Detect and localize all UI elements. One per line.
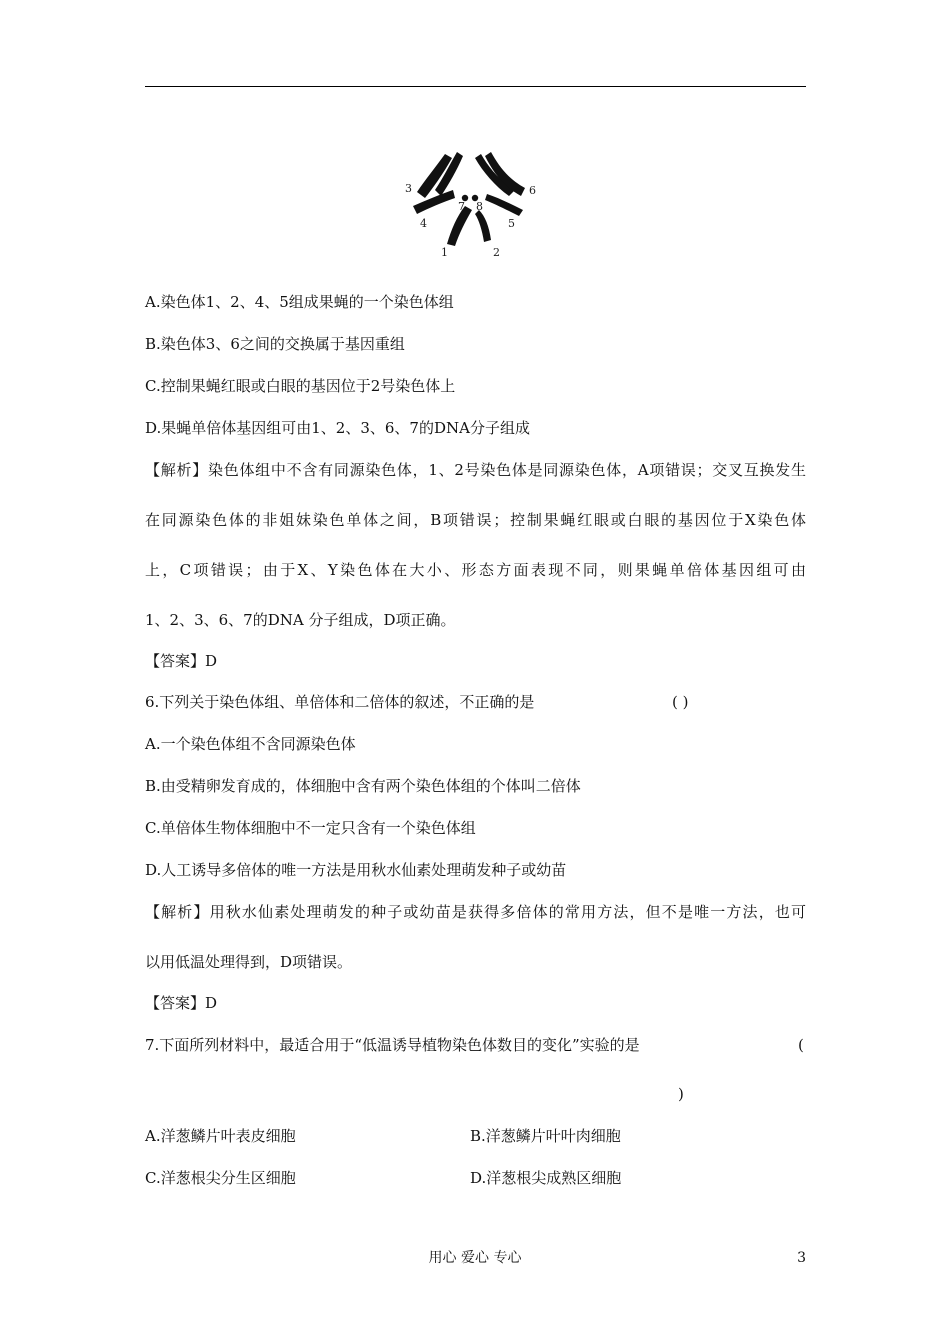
- q5-option-c: C.控制果蝇红眼或白眼的基因位于2号染色体上: [145, 377, 456, 395]
- figure-label-2: 2: [493, 246, 500, 259]
- q6-option-b: B.由受精卵发育成的，体细胞中含有两个染色体组的个体叫二倍体: [145, 777, 581, 795]
- q6-answer-blank: ( ): [672, 693, 689, 711]
- q7-option-c: C.洋葱根尖分生区细胞: [145, 1169, 296, 1187]
- q5-answer: 【答案】D: [145, 652, 218, 670]
- figure-label-4: 4: [420, 217, 427, 230]
- q6-stem: 6.下列关于染色体组、单倍体和二倍体的叙述，不正确的是: [145, 693, 535, 711]
- q6-answer: 【答案】D: [145, 994, 218, 1012]
- q7-answer-blank-close: ): [678, 1085, 684, 1103]
- chromosome-5: [485, 194, 523, 216]
- q5-analysis-line-1: 【解析】染色体组中不含有同源染色体，1、2号染色体是同源染色体，A项错误；交叉互换发生: [145, 461, 806, 479]
- q6-option-d: D.人工诱导多倍体的唯一方法是用秋水仙素处理萌发种子或幼苗: [145, 861, 567, 879]
- chromosome-karyotype-figure: [395, 150, 545, 265]
- figure-label-8: 8: [476, 200, 483, 213]
- q7-answer-blank-open: (: [798, 1036, 804, 1054]
- q6-option-a: A.一个染色体组不含同源染色体: [145, 735, 356, 753]
- chromosome-shapes: [413, 152, 525, 246]
- figure-label-7: 7: [458, 200, 465, 213]
- q5-option-b: B.染色体3、6之间的交换属于基因重组: [145, 335, 405, 353]
- q5-analysis-line-4: 1、2、3、6、7的DNA 分子组成，D项正确。: [145, 611, 456, 629]
- q7-option-a: A.洋葱鳞片叶表皮细胞: [145, 1127, 296, 1145]
- q5-analysis-line-2: 在同源染色体的非姐妹染色单体之间，B项错误；控制果蝇红眼或白眼的基因位于X染色体: [145, 511, 806, 529]
- q5-option-d: D.果蝇单倍体基因组可由1、2、3、6、7的DNA分子组成: [145, 419, 530, 437]
- q7-option-b: B.洋葱鳞片叶叶肉细胞: [470, 1127, 621, 1145]
- figure-label-1: 1: [441, 246, 448, 259]
- q5-analysis-line-3: 上，C项错误；由于X、Y染色体在大小、形态方面表现不同，则果蝇单倍体基因组可由: [145, 561, 806, 579]
- q7-option-d: D.洋葱根尖成熟区细胞: [470, 1169, 622, 1187]
- header-rule: [145, 86, 806, 87]
- q6-analysis-line-1: 【解析】用秋水仙素处理萌发的种子或幼苗是获得多倍体的常用方法，但不是唯一方法，也可: [145, 903, 806, 921]
- figure-label-3: 3: [405, 182, 412, 195]
- footer-motto: 用心 爱心 专心: [428, 1250, 522, 1266]
- figure-label-5: 5: [508, 217, 515, 230]
- q6-option-c: C.单倍体生物体细胞中不一定只含有一个染色体组: [145, 819, 476, 837]
- page-number: 3: [797, 1250, 806, 1266]
- figure-label-6: 6: [529, 184, 536, 197]
- q5-option-a: A.染色体1、2、4、5组成果蝇的一个染色体组: [145, 293, 454, 311]
- q7-stem: 7.下面所列材料中，最适合用于“低温诱导植物染色体数目的变化”实验的是: [145, 1036, 640, 1054]
- q6-analysis-line-2: 以用低温处理得到，D项错误。: [145, 953, 353, 971]
- chromosome-2: [475, 210, 491, 242]
